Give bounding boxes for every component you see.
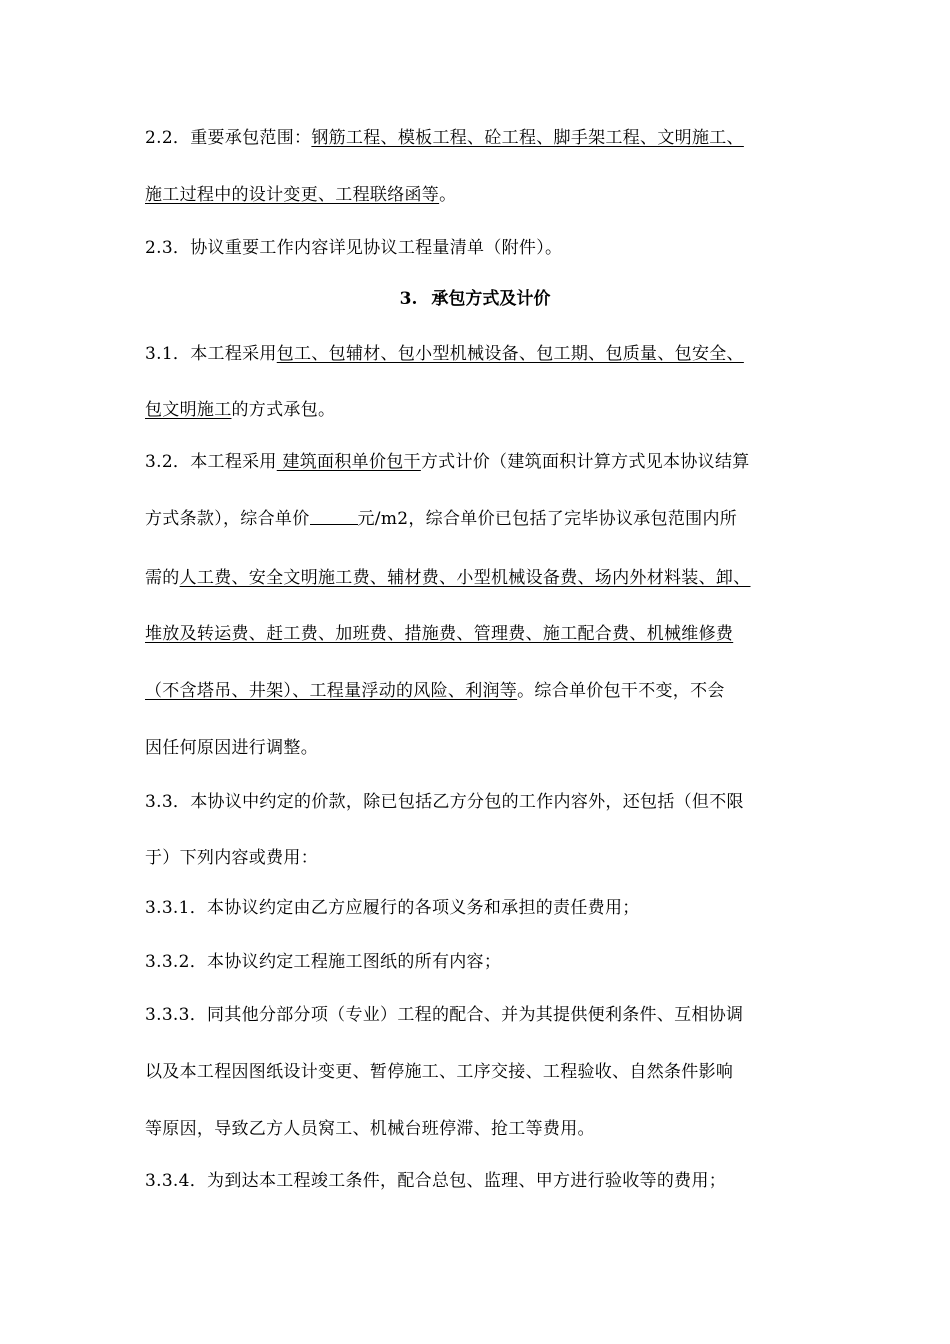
clause-number: 2.2．	[145, 128, 191, 148]
clause-3-2-line-3: 需的人工费、安全文明施工费、辅材费、小型机械设备费、场内外材料装、卸、	[145, 568, 751, 588]
section-number: 3.	[399, 289, 418, 309]
unit-price-blank	[310, 508, 358, 525]
clause-3-3-2: 3.3.2．本协议约定工程施工图纸的所有内容；	[145, 952, 502, 972]
clause-3-1-line-1: 3.1．本工程采用包工、包辅材、包小型机械设备、包工期、包质量、包安全、	[145, 344, 744, 364]
clause-3-2-line-6: 因任何原因进行调整。	[145, 738, 318, 758]
clause-3-2-line-4	[145, 622, 733, 646]
clause-3-3-line-2: 于）下列内容或费用：	[145, 848, 318, 868]
clause-3-2-line-2: 方式条款），综合单价 元/m2，综合单价已包括了完毕协议承包范围内所	[145, 509, 738, 529]
section-heading	[0, 287, 950, 311]
clause-3-1-line-2: 包文明施工的方式承包。	[145, 400, 336, 420]
clause-3-3-3-line-1: 3.3.3．同其他分部分项（专业）工程的配合、并为其提供便利条件、互相协调	[145, 1005, 744, 1025]
underlined-contract-terms: 包工、包辅材、包小型机械设备、包工期、包质量、包安全、	[276, 344, 744, 364]
clause-2-2-line-2: 施工过程中的设计变更、工程联络函等。	[145, 185, 457, 205]
underlined-contract-terms: 包文明施工	[145, 400, 232, 420]
clause-3-2-line-5: （不含塔吊、井架）、工程量浮动的风险、利润等。综合单价包干不变，不会	[145, 681, 725, 701]
underlined-pricing-method: 建筑面积单价包干	[276, 452, 421, 472]
clause-3-3-1: 3.3.1．本协议约定由乙方应履行的各项义务和承担的责任费用；	[145, 898, 640, 918]
clause-3-3-line-1: 3.3．本协议中约定的价款，除已包括乙方分包的工作内容外，还包括（但不限	[145, 792, 744, 812]
underlined-cost-items: 人工费、安全文明施工费、辅材费、小型机械设备费、场内外材料装、卸、	[179, 568, 751, 588]
underlined-cost-items: （不含塔吊、井架）、工程量浮动的风险、利润等	[145, 681, 518, 701]
section-title: 承包方式及计价	[431, 289, 551, 309]
underlined-cost-items: 堆放及转运费、赶工费、加班费、措施费、管理费、施工配合费、机械维修费	[145, 624, 734, 644]
clause-2-2-line-1	[145, 126, 744, 150]
clause-3-2-line-1: 3.2．本工程采用 建筑面积单价包干方式计价（建筑面积计算方式见本协议结算	[145, 452, 750, 472]
clause-3-3-3-line-3: 等原因，导致乙方人员窝工、机械台班停滞、抢工等费用。	[145, 1119, 595, 1139]
clause-2-3: 2.3．协议重要工作内容详见协议工程量清单（附件）。	[145, 238, 563, 258]
clause-lead: 重要承包范围：	[190, 128, 312, 148]
underlined-scope-text: 施工过程中的设计变更、工程联络函等	[145, 185, 440, 205]
clause-3-3-3-line-2: 以及本工程因图纸设计变更、暂停施工、工序交接、工程验收、自然条件影响	[145, 1062, 734, 1082]
underlined-scope-text: 钢筋工程、模板工程、砼工程、脚手架工程、文明施工、	[311, 128, 744, 148]
clause-3-3-4: 3.3.4．为到达本工程竣工条件，配合总包、监理、甲方进行验收等的费用；	[145, 1171, 727, 1191]
